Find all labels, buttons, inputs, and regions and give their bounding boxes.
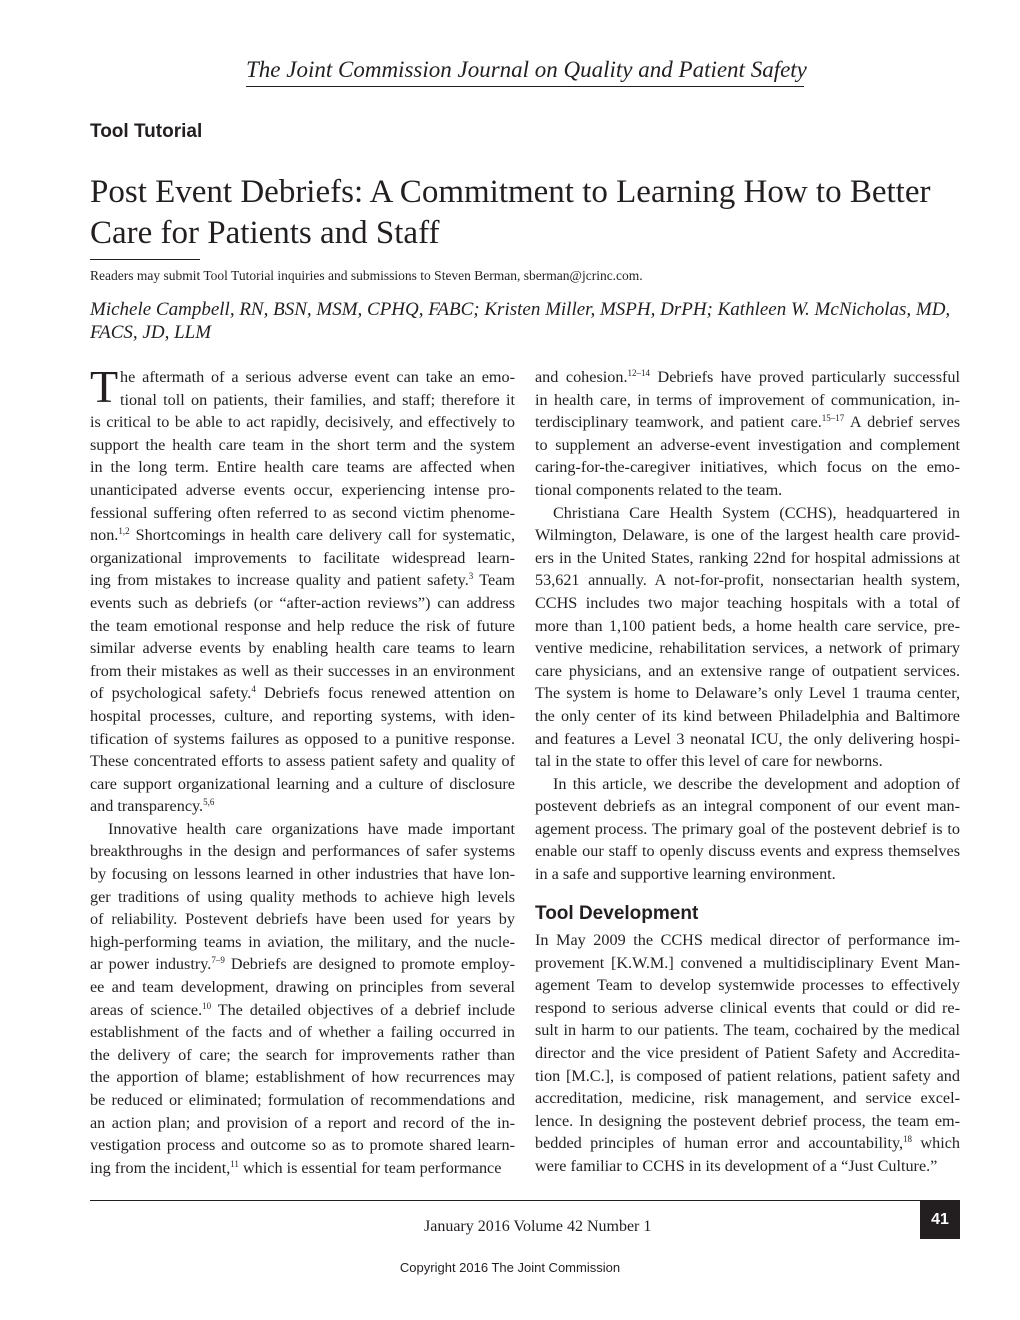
text-line-part: is critical to be able to act rapidly, decisively, and effectively to bbox=[90, 413, 515, 432]
text-line bbox=[90, 1044, 515, 1067]
body-column-left bbox=[90, 361, 516, 1179]
text-line bbox=[90, 931, 515, 954]
text-line-part: the team emotional response and help reduce the risk of future bbox=[90, 616, 515, 635]
text-line-part: agement process. The primary goal of the postevent debrief is to bbox=[535, 819, 960, 838]
text-line-part: These concentrated efforts to assess patient safety and quality of bbox=[90, 752, 515, 771]
text-line-part: Shortcomings in health care delivery call for systematic, bbox=[129, 526, 515, 545]
journal-title-rule bbox=[246, 86, 804, 87]
text-line-part: agement Team to develop systemwide processes to effectively bbox=[535, 976, 960, 995]
citation-superscript: 11 bbox=[230, 1158, 239, 1169]
text-line bbox=[90, 1112, 515, 1135]
text-line bbox=[90, 660, 515, 683]
text-line-part: from their mistakes as well as their successes in an environment bbox=[90, 661, 515, 680]
text-line bbox=[535, 660, 960, 683]
text-line bbox=[90, 953, 515, 976]
text-line bbox=[535, 1155, 960, 1178]
text-line-part: non. bbox=[90, 526, 119, 545]
text-line bbox=[90, 434, 515, 457]
text-line bbox=[90, 389, 515, 412]
text-line bbox=[535, 615, 960, 638]
author-line: Michele Campbell, RN, BSN, MSM, CPHQ, FABC; Kristen Miller, MSPH, DrPH; Kathleen W. McNicholas, MD, bbox=[90, 299, 951, 320]
text-line bbox=[90, 479, 515, 502]
text-line-part: vestigation process and outcome so as to promote shared learn- bbox=[90, 1136, 515, 1155]
text-line-part: the apportion of blame; establishment of how recurrences may bbox=[90, 1068, 515, 1087]
text-line bbox=[90, 569, 515, 592]
text-line bbox=[535, 411, 960, 434]
text-line bbox=[535, 1042, 960, 1065]
text-line bbox=[535, 705, 960, 728]
text-line-part: accreditation, medicine, risk management, and service excel- bbox=[535, 1089, 960, 1108]
text-line-part: Debriefs are designed to promote employ- bbox=[224, 955, 515, 974]
body-column-right bbox=[535, 366, 960, 886]
text-line-part: provement [K.W.M.] convened a multidisciplinary Event Man- bbox=[535, 953, 960, 972]
text-line-part: fessional suffering often referred to as second victim phenome- bbox=[90, 503, 515, 522]
text-line bbox=[90, 840, 515, 863]
text-line bbox=[90, 366, 515, 389]
text-line bbox=[535, 1065, 960, 1088]
text-line bbox=[535, 547, 960, 570]
citation-superscript: 3 bbox=[468, 571, 474, 582]
text-line-part: ing from the incident, bbox=[90, 1158, 231, 1177]
text-line-part: establishment of the facts and of whether a failing occurred in bbox=[90, 1023, 515, 1042]
text-line-part: 53,621 annually. A not-for-profit, nonsectarian health system, bbox=[535, 571, 960, 590]
text-line-part: by focusing on lessons learned in other industries that have lon- bbox=[90, 865, 515, 884]
text-line-part: A debrief serves bbox=[844, 413, 960, 432]
text-line bbox=[535, 840, 960, 863]
issue-info: January 2016 Volume 42 Number 1 bbox=[424, 1218, 652, 1235]
text-line-part: unanticipated adverse events occur, experiencing intense pro- bbox=[90, 480, 515, 499]
text-line bbox=[90, 976, 515, 999]
text-line bbox=[535, 929, 960, 952]
text-line bbox=[535, 1132, 960, 1155]
text-line bbox=[535, 1087, 960, 1110]
text-line-part: CCHS includes two major teaching hospitals with a total of bbox=[535, 593, 960, 612]
text-line-part: director and the vice president of Patient Safety and Accredita- bbox=[535, 1043, 960, 1062]
text-line-part: tal in the state to offer this level of care for newborns. bbox=[535, 752, 883, 771]
text-line bbox=[90, 1089, 515, 1112]
text-line-part: tification of systems failures as opposed to a punitive response. bbox=[90, 729, 515, 748]
text-line-part: The system is home to Delaware’s only Level 1 trauma center, bbox=[535, 684, 960, 703]
text-line-part: tional components related to the team. bbox=[535, 480, 783, 499]
text-line-part: which is essential for team performance bbox=[238, 1158, 502, 1177]
text-line-part: Debriefs focus renewed attention on bbox=[255, 684, 515, 703]
text-line-part: ger traditions of using quality methods to achieve high levels bbox=[90, 887, 515, 906]
text-line bbox=[90, 615, 515, 638]
text-line bbox=[90, 592, 515, 615]
citation-superscript: 1,2 bbox=[118, 526, 130, 537]
text-line-part: postevent debriefs as an integral component of our event man- bbox=[535, 797, 960, 816]
text-line-part: ventive medicine, rehabilitation services, a network of primary bbox=[535, 639, 960, 658]
text-line-part: high-performing teams in aviation, the military, and the nucle- bbox=[90, 932, 515, 951]
text-line-part: lence. In designing the postevent debrief process, the team em- bbox=[535, 1111, 960, 1130]
text-line bbox=[90, 1021, 515, 1044]
text-line-part: the only center of its kind between Philadelphia and Baltimore bbox=[535, 706, 960, 725]
citation-superscript: 18 bbox=[903, 1134, 913, 1145]
citation-superscript: 10 bbox=[202, 1000, 212, 1011]
footer-rule bbox=[90, 1200, 960, 1201]
text-line-part: breakthroughs in the design and performances of safer systems bbox=[90, 842, 515, 861]
text-line-part: of reliability. Postevent debriefs have been used for years by bbox=[90, 910, 515, 929]
author-list bbox=[90, 298, 960, 344]
text-line bbox=[90, 1134, 515, 1157]
text-line-part: ing from mistakes to increase quality and patient safety. bbox=[90, 571, 469, 590]
citation-superscript: 12–14 bbox=[627, 368, 650, 378]
text-line bbox=[535, 750, 960, 773]
text-line bbox=[90, 456, 515, 479]
text-line-part: The detailed objectives of a debrief include bbox=[211, 1000, 516, 1019]
article-title-line: Post Event Debriefs: A Commitment to Learning How to Better bbox=[90, 174, 931, 210]
text-line-part: the delivery of care; the search for improvements rather than bbox=[90, 1045, 515, 1064]
text-line bbox=[535, 569, 960, 592]
text-line-part: ers in the United States, ranking 22nd for hospital admissions at bbox=[535, 548, 960, 567]
text-line-part: enable our staff to openly discuss events and express themselves bbox=[535, 842, 960, 861]
text-line bbox=[90, 818, 515, 841]
text-line bbox=[90, 863, 515, 886]
citation-superscript: 15–17 bbox=[821, 413, 845, 424]
copyright-notice: Copyright 2016 The Joint Commission bbox=[399, 1260, 621, 1275]
text-line-part: to supplement an adverse-event investigation and complement bbox=[535, 435, 960, 454]
text-line bbox=[535, 795, 960, 818]
text-line-part: and cohesion. bbox=[535, 368, 628, 386]
text-line bbox=[90, 682, 515, 705]
text-line bbox=[535, 592, 960, 615]
text-line-part: Team bbox=[473, 571, 515, 590]
text-line-part: organizational improvements to facilitate widespread learn- bbox=[90, 548, 515, 567]
text-line bbox=[90, 1157, 515, 1180]
text-line-part: in the long term. Entire health care teams are affected when bbox=[90, 458, 515, 477]
text-line-part: of psychological safety. bbox=[90, 684, 252, 703]
text-line bbox=[535, 728, 960, 751]
text-line-part: In May 2009 the CCHS medical director of performance im- bbox=[535, 931, 960, 949]
text-line-part: In this article, we describe the development and adoption of bbox=[553, 774, 960, 793]
text-line-part: caring-for-the-caregiver initiatives, which focus on the emo- bbox=[535, 458, 960, 477]
text-line-part: events such as debriefs (or “after-action reviews”) can address bbox=[90, 593, 515, 612]
text-line bbox=[535, 389, 960, 412]
text-line bbox=[535, 997, 960, 1020]
article-title bbox=[90, 172, 960, 254]
text-line bbox=[90, 908, 515, 931]
text-line bbox=[90, 795, 515, 818]
text-line bbox=[535, 952, 960, 975]
body-column-right-continued bbox=[535, 929, 960, 1178]
text-line bbox=[535, 818, 960, 841]
text-line bbox=[535, 479, 960, 502]
text-line-part: sult in harm to our patients. The team, cochaired by the medical bbox=[535, 1021, 960, 1040]
text-line bbox=[90, 547, 515, 570]
text-line-part: in a safe and supportive learning environment. bbox=[535, 865, 836, 884]
submission-note: Readers may submit Tool Tutorial inquiries and submissions to Steven Berman, sberman@jcrinc.com. bbox=[90, 268, 643, 283]
text-line-part: which bbox=[912, 1134, 960, 1153]
text-line bbox=[90, 411, 515, 434]
text-line-part: and transparency. bbox=[90, 797, 204, 816]
text-line bbox=[535, 456, 960, 479]
text-line-part: Christiana Care Health System (CCHS), headquartered in bbox=[553, 503, 960, 522]
text-line bbox=[535, 682, 960, 705]
text-line-part: areas of science. bbox=[90, 1000, 203, 1019]
text-line bbox=[90, 773, 515, 796]
text-line-part: support the health care team in the short term and the system bbox=[90, 435, 515, 454]
text-line bbox=[90, 750, 515, 773]
section-heading: Tool Development bbox=[535, 903, 699, 924]
page-number: 41 bbox=[931, 1211, 949, 1228]
citation-superscript: 7–9 bbox=[211, 955, 225, 966]
text-line-part: be reduced or eliminated; formulation of recommendations and bbox=[90, 1091, 515, 1109]
text-line-part: respond to serious adverse clinical events that could or did re- bbox=[535, 998, 960, 1017]
text-line-part: tional toll on patients, their families, and staff; therefore it bbox=[120, 390, 515, 409]
article-title-line: Care for Patients and Staff bbox=[90, 215, 440, 251]
text-line bbox=[90, 637, 515, 660]
text-line bbox=[535, 637, 960, 660]
text-line bbox=[90, 524, 515, 547]
text-line-part: Innovative health care organizations have made important bbox=[108, 819, 515, 838]
text-line bbox=[90, 999, 515, 1022]
section-label: Tool Tutorial bbox=[90, 121, 203, 142]
text-line-part: bedded principles of human error and accountability, bbox=[535, 1134, 904, 1153]
text-line-part: Wilmington, Delaware, is one of the largest health care provid- bbox=[535, 526, 960, 545]
text-line bbox=[535, 974, 960, 997]
text-line-part: tion [M.C.], is composed of patient relations, patient safety and bbox=[535, 1066, 960, 1085]
text-line bbox=[90, 886, 515, 909]
text-line-part: Debriefs have proved particularly successful bbox=[650, 368, 961, 386]
text-line bbox=[535, 863, 960, 886]
text-line bbox=[535, 773, 960, 796]
text-line-part: ar power industry. bbox=[90, 955, 212, 974]
journal-title: The Joint Commission Journal on Quality and Patient Safety bbox=[246, 57, 807, 82]
citation-superscript: 4 bbox=[251, 684, 256, 695]
citation-superscript: 5,6 bbox=[203, 797, 215, 808]
text-line bbox=[535, 366, 960, 389]
text-line-part: care physicians, and an extensive range of outpatient services. bbox=[535, 661, 960, 680]
text-line bbox=[535, 1110, 960, 1133]
text-line-part: an action plan; and provision of a report and record of the in- bbox=[90, 1113, 515, 1132]
text-line bbox=[90, 502, 515, 525]
text-line bbox=[535, 524, 960, 547]
text-line bbox=[90, 705, 515, 728]
text-line-part: more than 1,100 patient beds, a home health care service, pre- bbox=[535, 616, 960, 635]
author-line: FACS, JD, LLM bbox=[90, 322, 212, 343]
text-line bbox=[535, 1019, 960, 1042]
text-line-part: in health care, in terms of improvement of communication, in- bbox=[535, 390, 960, 409]
text-line-part: were familiar to CCHS in its development of a “Just Culture.” bbox=[535, 1156, 938, 1175]
text-line-part: care support organizational learning and a culture of disclosure bbox=[90, 774, 515, 793]
text-line-part: similar adverse events by enabling health care teams to learn bbox=[90, 639, 515, 658]
text-line bbox=[90, 1066, 515, 1089]
text-line-part: ee and team development, drawing on principles from several bbox=[90, 978, 515, 997]
text-line-part: and features a Level 3 neonatal ICU, the only delivering hospi- bbox=[535, 729, 960, 748]
text-line bbox=[535, 502, 960, 525]
text-line bbox=[535, 434, 960, 457]
text-line-part: he aftermath of a serious adverse event can take an emo- bbox=[120, 368, 515, 386]
drop-cap: T bbox=[90, 361, 119, 412]
text-line-part: hospital processes, culture, and reporting systems, with iden- bbox=[90, 706, 515, 725]
text-line-part: terdisciplinary teamwork, and patient care. bbox=[535, 413, 822, 432]
title-rule bbox=[90, 259, 200, 260]
text-line bbox=[90, 728, 515, 751]
